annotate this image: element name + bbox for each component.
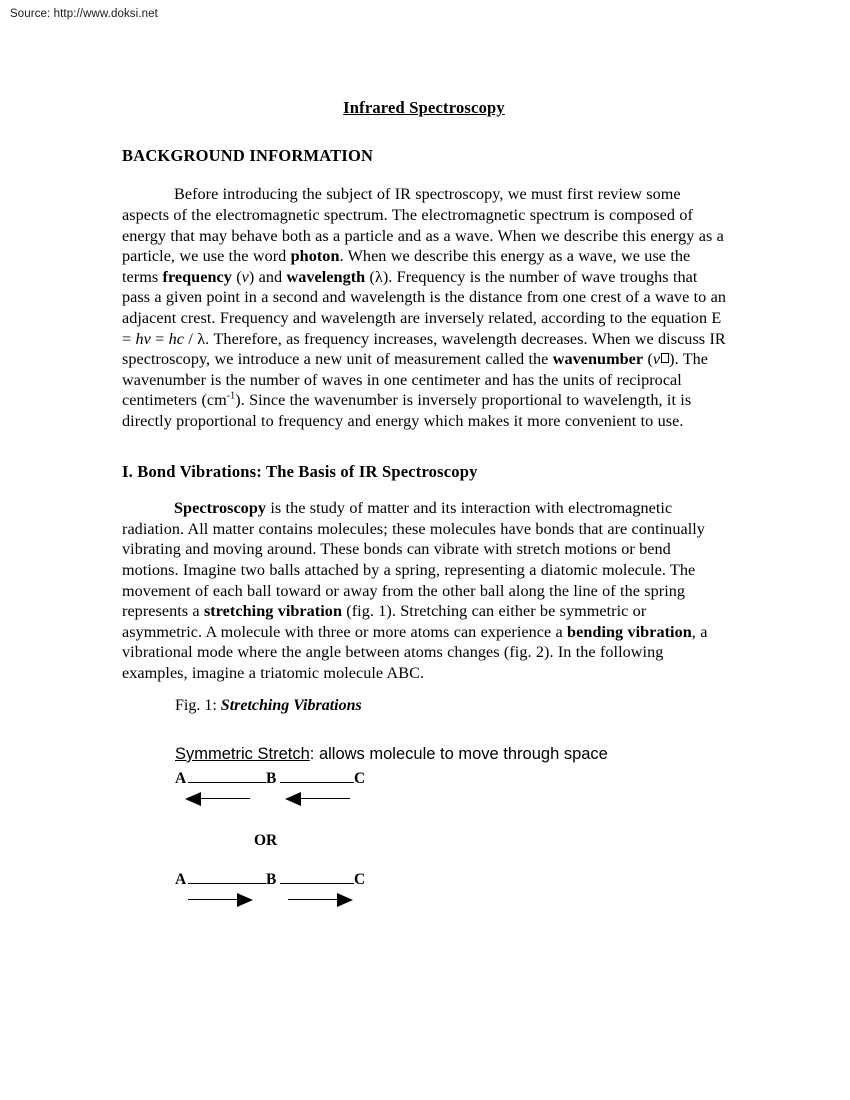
arrow-right-2-icon <box>288 893 353 907</box>
arrow-head <box>237 893 253 907</box>
atom-a: A <box>175 871 187 888</box>
par1-text-9: ). Since the wavenumber is inversely proportional to wavelength, it is directly proportional to frequency and energy which makes it more convenient to use. <box>122 391 692 430</box>
term-photon: photon <box>290 247 340 266</box>
arrow-shaft <box>199 798 250 799</box>
arrow-left-2-icon <box>285 792 350 806</box>
term-frequency: frequency <box>162 267 232 286</box>
paragraph-background <box>122 184 726 431</box>
arrow-right-1-icon <box>188 893 253 907</box>
symmetric-stretch-description: : allows molecule to move through space <box>309 745 608 763</box>
arrow-shaft <box>288 899 339 900</box>
molecule-atoms-row <box>175 770 595 792</box>
bond-a-b <box>188 782 266 783</box>
par1-text-6: . Therefore, as frequency increases, wavelength decreases. When we discuss IR spectroscopy, we introduce a new unit of measurement called the <box>122 329 726 369</box>
arrow-left-1-icon <box>185 792 250 806</box>
figure-1-caption <box>175 696 735 716</box>
term-wavelength: wavelength <box>286 267 366 286</box>
page-title: Infrared Spectroscopy <box>343 98 505 117</box>
atom-b: B <box>266 770 277 787</box>
missing-glyph-box-icon <box>661 353 669 363</box>
symbol-nu: v <box>241 267 249 286</box>
par2-text-2: (fig. 1). Stretching can either be symmetric or asymmetric. A molecule with three or more atoms can experience a <box>122 602 647 641</box>
arrow-head <box>185 792 201 806</box>
arrow-row-left <box>175 792 595 816</box>
arrow-head <box>337 893 353 907</box>
arrow-head <box>285 792 301 806</box>
equation-over-lambda: / λ <box>184 329 206 348</box>
document-content <box>122 98 726 684</box>
arrow-shaft <box>299 798 350 799</box>
figure-caption-prefix: Fig. 1: <box>175 697 221 714</box>
symmetric-stretch-label <box>175 744 735 764</box>
par1-text-3: ( <box>231 267 242 286</box>
par1-text-2: . When we describe this energy as a wave, we use the terms <box>122 247 691 286</box>
par2-text-1: is the study of matter and its interaction with electromagnetic radiation. All matter contains molecules; these molecules have bonds that are continually vibrating and moving around. These bonds can vibrate with stretch motions or bend motions. Imagine two balls attached by a spring, representing a diatomic molecule. The movement of each ball toward or away from the other ball along the line of the spring represents a <box>122 499 705 621</box>
symmetric-stretch-term: Symmetric Stretch <box>175 745 310 763</box>
superscript-minus-one: -1 <box>226 390 236 402</box>
par2-text-3: , a vibrational mode where the angle between atoms changes (fig. 2). In the following examples, imagine a triatomic molecule ABC. <box>122 622 708 682</box>
bond-a-b <box>188 883 266 884</box>
equation-hc: hc <box>168 329 185 348</box>
arrow-row-right <box>175 893 595 917</box>
atom-c: C <box>354 770 366 787</box>
bond-b-c <box>280 782 354 783</box>
term-bending-vibration: bending vibration <box>567 622 692 641</box>
source-url-label: Source: http://www.doksi.net <box>10 8 158 20</box>
term-spectroscopy: Spectroscopy <box>174 499 267 518</box>
par1-text-7: ( <box>643 350 653 369</box>
or-separator-label: OR <box>254 832 278 849</box>
arrow-shaft <box>188 899 239 900</box>
atom-c: C <box>354 871 366 888</box>
par1-text-4: ) and <box>248 267 287 286</box>
symbol-nu-bar: v <box>652 350 661 369</box>
equation-equals: = <box>150 329 169 348</box>
par1-text-8: ). The wavenumber is the number of waves in one centimeter and has the units of reciprocal centimeters (cm <box>122 350 709 410</box>
molecule-diagram-symmetric-right <box>175 871 595 917</box>
par1-text-5: (λ). Frequency is the number of wave troughs that pass a given point in a second and wavelength is the distance from one crest of a wave to an adjacent crest. Frequency and wavelength are inversely related, according to the equation E = <box>122 267 727 348</box>
term-stretching-vibration: stretching vibration <box>203 602 342 621</box>
molecule-diagram-symmetric-left <box>175 770 595 816</box>
molecule-atoms-row <box>175 871 595 893</box>
par1-text-1: Before introducing the subject of IR spectroscopy, we must first review some aspects of the electromagnetic spectrum. The electromagnetic spectrum is composed of energy that may behave both as a particle and as a wave. When we describe this energy as a particle, we use the word <box>122 185 724 266</box>
atom-b: B <box>266 871 277 888</box>
bond-b-c <box>280 883 354 884</box>
heading-section-one: I. Bond Vibrations: The Basis of IR Spectroscopy <box>122 461 478 481</box>
atom-a: A <box>175 770 187 787</box>
figure-1-block <box>175 696 735 888</box>
term-wavenumber: wavenumber <box>552 350 644 369</box>
figure-caption-title: Stretching Vibrations <box>220 697 362 714</box>
equation-hv: hv <box>135 329 151 348</box>
heading-background-information: BACKGROUND INFORMATION <box>122 145 374 165</box>
paragraph-bond-vibrations <box>122 498 726 683</box>
